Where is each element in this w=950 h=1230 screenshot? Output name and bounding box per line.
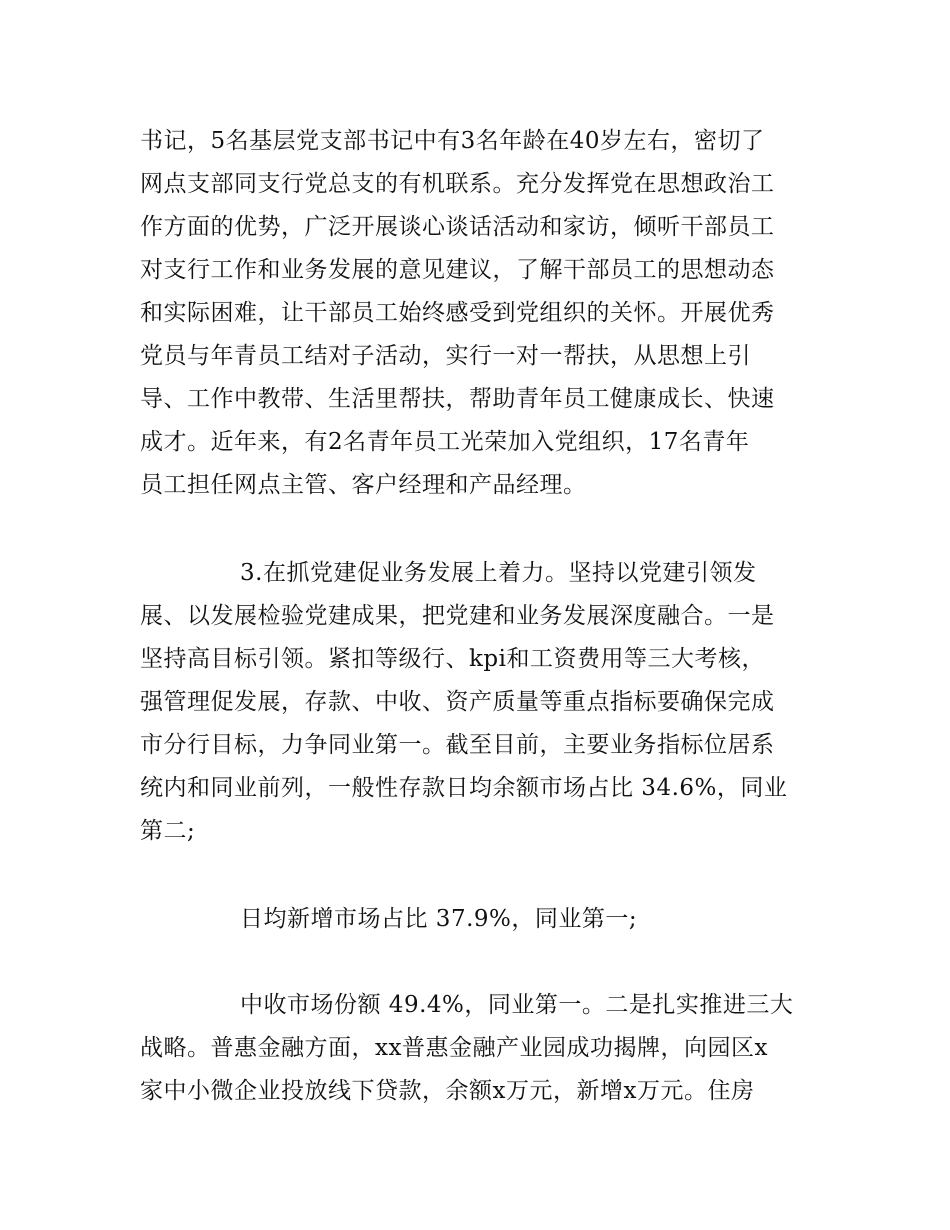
text-line: 市分行目标，力争同业第一。截至目前，主要业务指标位居系 (140, 732, 775, 758)
text-line: 3.在抓党建促业务发展上着力。坚持以党建引领发 (240, 560, 757, 586)
text-line: 日均新增市场占比 37.9%，同业第一; (240, 906, 638, 932)
paragraph-party-branch (140, 120, 820, 507)
text-line: 书记，5名基层党支部书记中有3名年龄在40岁左右，密切了 (140, 128, 765, 154)
text-line: 强管理促发展，存款、中收、资产质量等重点指标要确保完成 (140, 689, 775, 715)
text-line: 展、以发展检验党建成果，把党建和业务发展深度融合。一是 (140, 603, 775, 629)
text-line: 导、工作中教带、生活里帮扶，帮助青年员工健康成长、快速 (140, 386, 775, 412)
text-line: 坚持高目标引领。紧扣等级行、kpi和工资费用等三大考核， (140, 646, 766, 672)
paragraph-fee-income-share (140, 984, 820, 1113)
text-line: 中收市场份额 49.4%，同业第一。二是扎实推进三大 (240, 992, 794, 1018)
text-line: 员工担任网点主管、客户经理和产品经理。 (140, 472, 587, 498)
text-line: 对支行工作和业务发展的意见建议，了解干部员工的思想动态 (140, 257, 775, 283)
text-line: 党员与年青员工结对子活动，实行一对一帮扶，从思想上引 (140, 343, 751, 369)
paragraph-business-development (140, 552, 820, 853)
text-line: 作方面的优势，广泛开展谈心谈话活动和家访，倾听干部员工 (140, 214, 775, 240)
text-line: 统内和同业前列，一般性存款日均余额市场占比 34.6%，同业 (140, 775, 788, 801)
text-line: 成才。近年来，有2名青年员工光荣加入党组织，17名青年 (140, 429, 750, 455)
text-line: 战略。普惠金融方面，xx普惠金融产业园成功揭牌，向园区x (140, 1035, 768, 1061)
text-line: 网点支部同支行党总支的有机联系。充分发挥党在思想政治工 (140, 171, 775, 197)
text-line: 家中小微企业投放线下贷款，余额x万元，新增x万元。住房 (140, 1078, 755, 1104)
text-line: 第二; (140, 818, 196, 844)
text-line: 和实际困难，让干部员工始终感受到党组织的关怀。开展优秀 (140, 300, 775, 326)
paragraph-daily-new-share (140, 898, 820, 941)
